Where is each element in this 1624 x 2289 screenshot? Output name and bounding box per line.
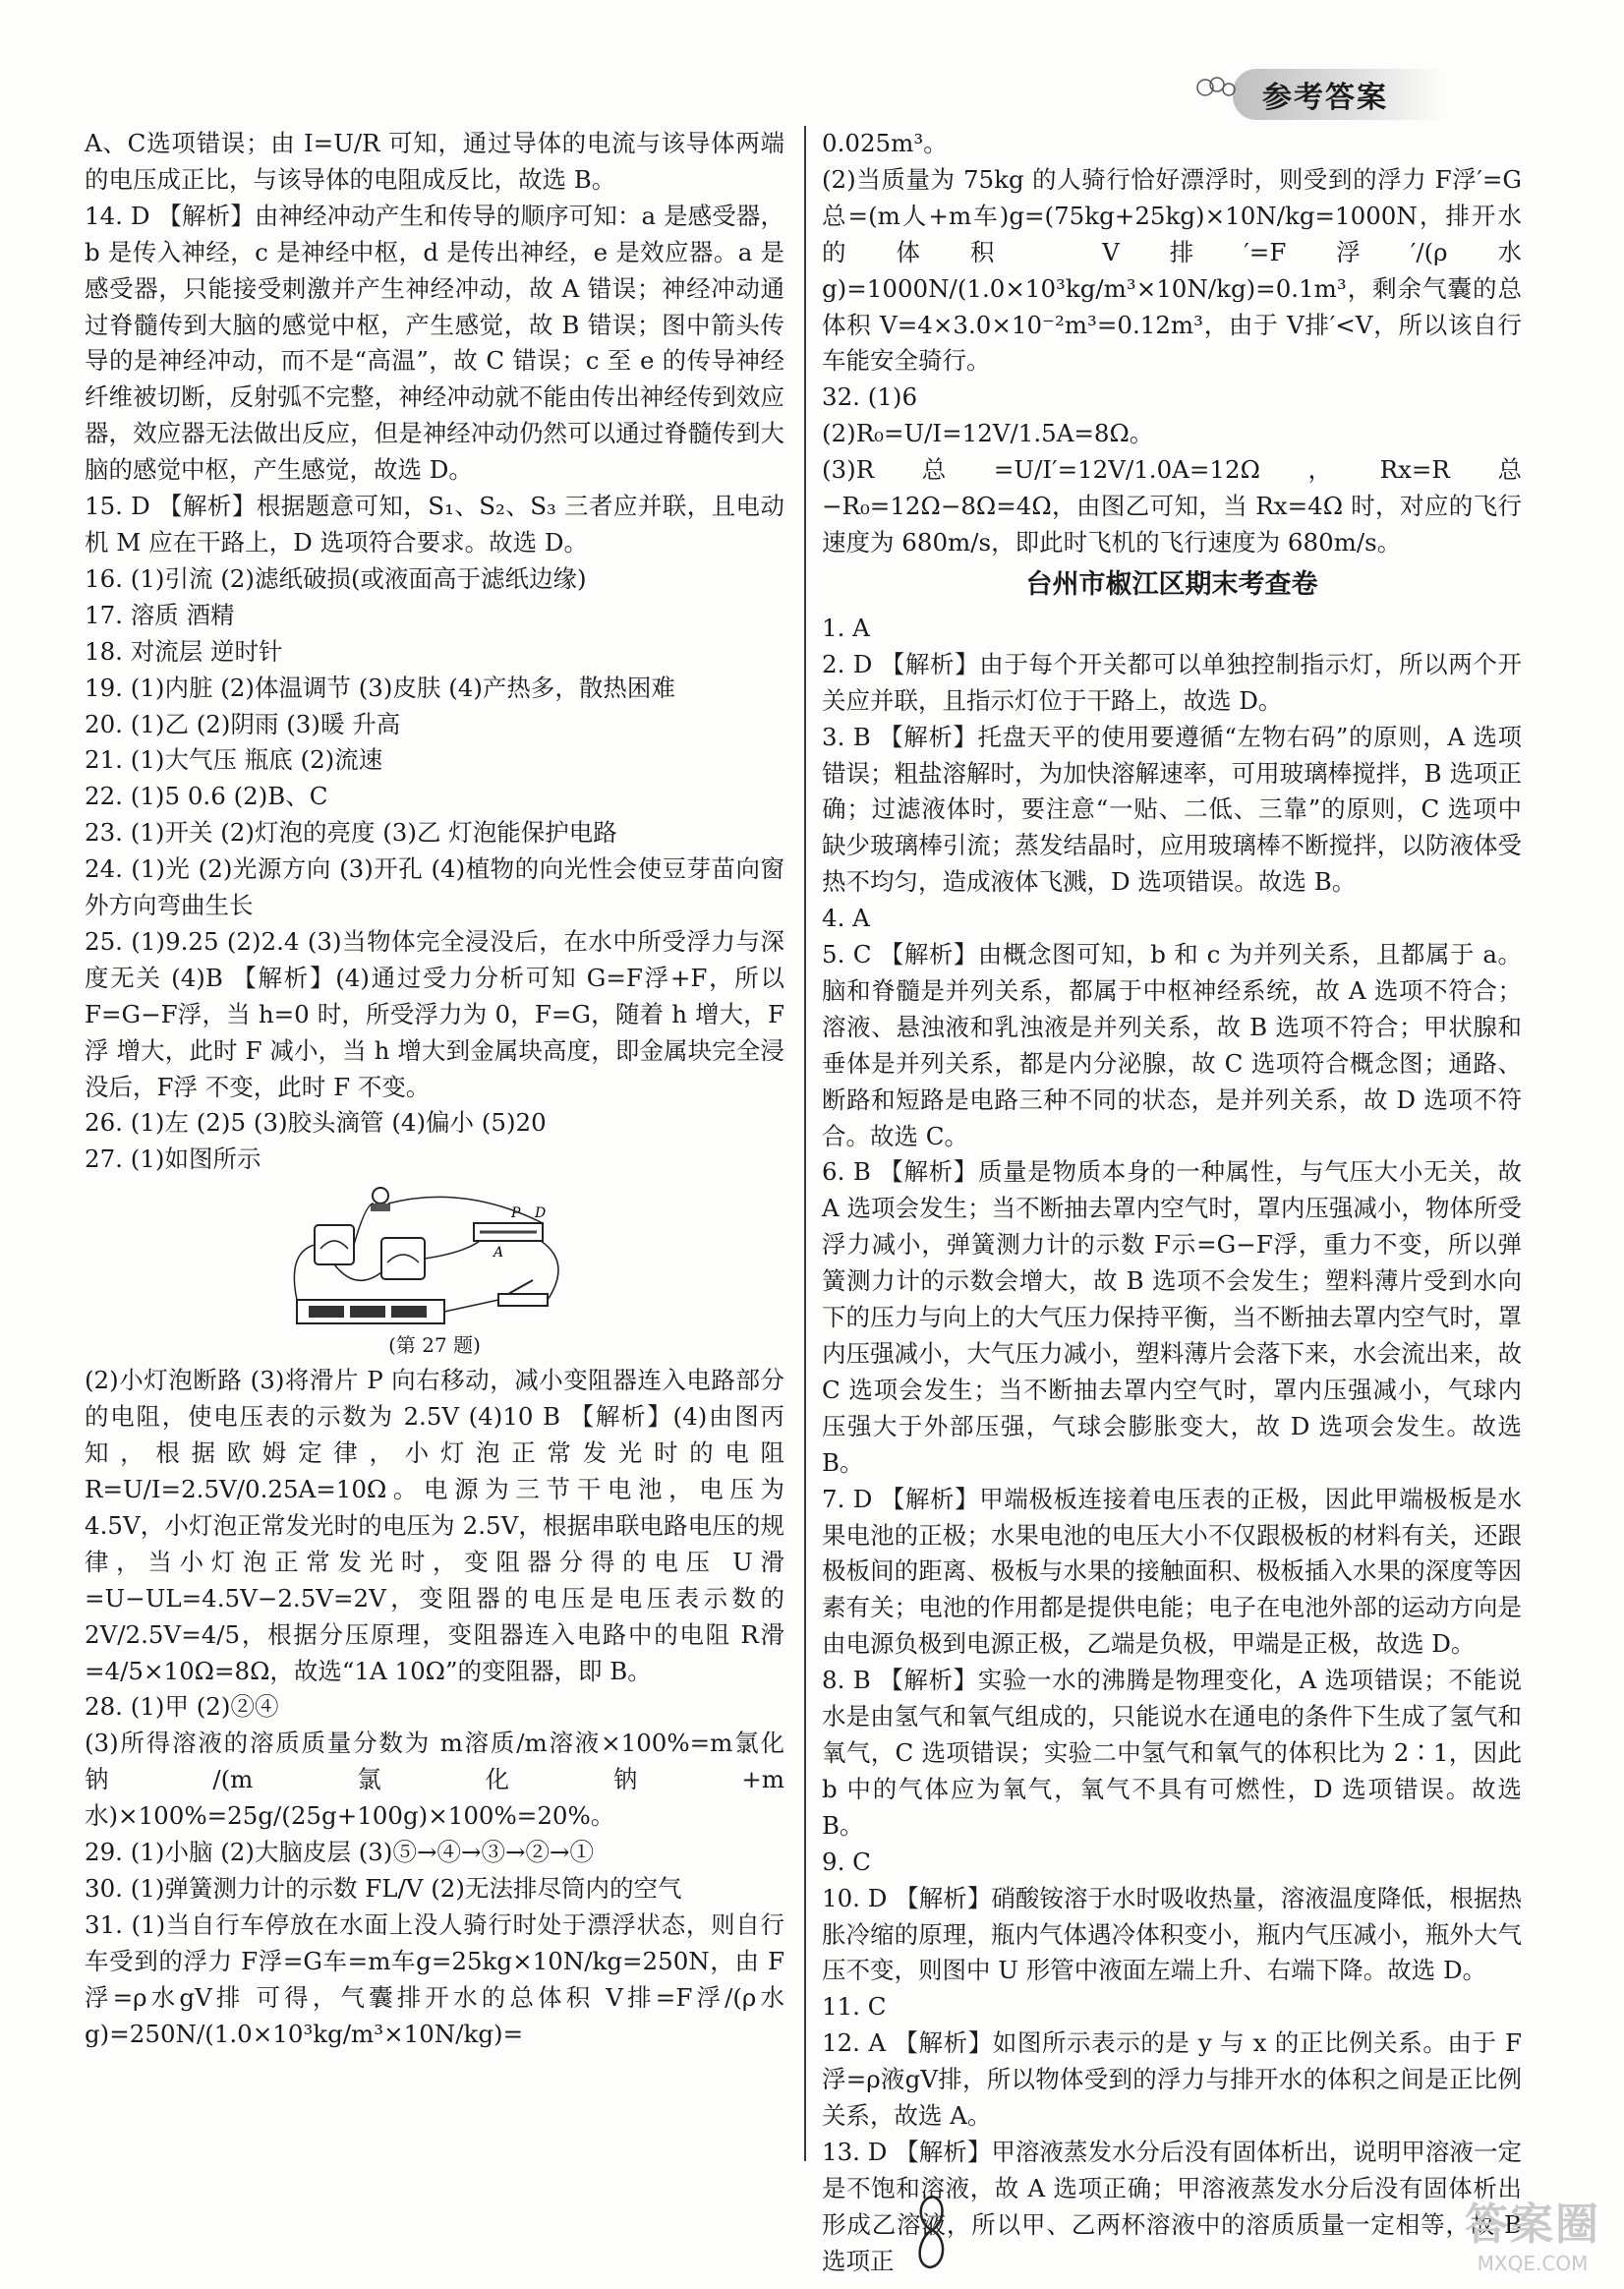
answer-paragraph: 27. (1)如图所示 (85, 1144, 261, 1174)
answer-paragraph: 13. D 【解析】甲溶液蒸发水分后没有固体析出，说明甲溶液一定是不饱和溶液，故 A 选项正确；甲溶液蒸发水分后没有固体析出形成乙溶液，所以甲、乙两杯溶液中的溶质质量一定相等，故 B 选项正 (822, 2137, 1522, 2275)
answer-paragraph: (2)小灯泡断路 (3)将滑片 P 向右移动，减小变阻器连入电路部分的电阻，使电压表的示数为 2.5V (4)10 B 【解析】(4)由图丙知，根据欧姆定律，小灯泡正常发光时的电阻 R=U/I=2.5V/0.25A=10Ω。电源为三节干电池，电压为 4.5V，小灯泡正常发光时的电压为 2.5V，根据串联电路电压的规律，当小灯泡正常发光时，变阻器分得的电压 U滑=U−UL=4.5V−2.5V=2V，变阻器的电压是电压表示数的 2V/2.5V=4/5，根据分压原理，变阻器连入电路中的电阻 R滑=4/5×10Ω=8Ω，故选“1A 10Ω”的变阻器，即 B。 (85, 1366, 784, 1685)
column-divider (804, 126, 806, 2161)
right-column (822, 126, 1522, 2280)
answer-paragraph: 1. A (822, 613, 870, 642)
answer-paragraph: 11. C (822, 1992, 887, 2022)
figure-caption: (第 27 题) (388, 1333, 481, 1358)
answer-paragraph: 16. (1)引流 (2)滤纸破损(或液面高于滤纸边缘) (85, 563, 587, 593)
right-paragraphs (822, 126, 1522, 561)
answer-paragraph: 22. (1)5 0.6 (2)B、C (85, 782, 328, 811)
header-title: 参考答案 (1233, 69, 1447, 120)
decorative-loops-icon (1193, 73, 1243, 102)
svg-text:A: A (493, 1245, 504, 1262)
answer-paragraph: 21. (1)大气压 瓶底 (2)流速 (85, 745, 383, 775)
watermark (1465, 2189, 1600, 2275)
answer-paragraph: 31. (1)当自行车停放在水面上没人骑行时处于漂浮状态，则自行车受到的浮力 F浮=G车=m车g=25kg×10N/kg=250N，由 F浮=ρ水gV排 可得，气囊排开水的总体积 V排=F浮/(ρ水g)=250N/(1.0×10³kg/m³×10N/kg)= (85, 1909, 784, 2048)
answer-paragraph: 9. C (822, 1847, 871, 1876)
watermark-url: MXQE.COM (1477, 2252, 1589, 2275)
answer-paragraph: 30. (1)弹簧测力计的示数 FL/V (2)无法排尽筒内的空气 (85, 1873, 682, 1903)
answer-paragraph: 26. (1)左 (2)5 (3)胶头滴管 (4)偏小 (5)20 (85, 1108, 547, 1138)
answer-paragraph: 10. D 【解析】硝酸铵溶于水时吸收热量，溶液温度降低，根据热胀冷缩的原理，瓶内气体遇冷体积变小，瓶内气压减小，瓶外大气压不变，则图中 U 形管中液面左端上升、右端下降。故选 D。 (822, 1883, 1522, 1985)
answer-paragraph: 14. D 【解析】由神经冲动产生和传导的顺序可知：a 是感受器，b 是传入神经，c 是神经中枢，d 是传出神经，e 是效应器。a 是感受器，只能接受刺激并产生神经冲动，故 A 错误；神经冲动通过脊髓传到大脑的感觉中枢，产生感觉，故 B 错误；图中箭头传导的是神经冲动，而不是“高温”，故 C 错误；c 至 e 的传导神经纤维被切断，反射弧不完整，神经冲动就不能由传出神经传到效应器，效应器无法做出反应，但是神经冲动仍然可以通过脊髓传到大脑的感觉中枢，产生感觉，故选 D。 (85, 201, 784, 485)
answer-paragraph: (2)当质量为 75kg 的人骑行恰好漂浮时，则受到的浮力 F浮′=G总=(m人+m车)g=(75kg+25kg)×10N/kg=1000N，排开水的体积 V排′=F浮′/(ρ水g)=1000N/(1.0×10³kg/m³×10N/kg)=0.1m³，剩余气囊的总体积 V=4×3.0×10⁻²m³=0.12m³，由于 V排′<V，所以该自行车能安全骑行。 (822, 164, 1522, 376)
answer-paragraph: 29. (1)小脑 (2)大脑皮层 (3)⑤→④→③→②→① (85, 1838, 595, 1867)
answer-paragraph: 4. A (822, 904, 870, 933)
left-paragraphs-after-figure (85, 1363, 784, 2052)
answer-paragraph: 7. D 【解析】甲端极板连接着电压表的正极，因此甲端极板是水果电池的正极；水果电池的电压大小不仅跟极板的材料有关，还跟极板间的距离、极板与水果的接触面积、极板插入水果的深度等因素有关；电池的作用都是提供电能；电子在电池外部的运动方向是由电源负极到电源正极，乙端是负极，甲端是正极，故选 D。 (822, 1484, 1522, 1659)
answer-paragraph: 25. (1)9.25 (2)2.4 (3)当物体完全浸没后，在水中所受浮力与深度无关 (4)B 【解析】(4)通过受力分析可知 G=F浮+F，所以 F=G−F浮，当 h=0 时，所受浮力为 0，F=G，随着 h 增大，F浮 增大，此时 F 减小，当 h 增大到金属块高度，即金属块完全浸没后，F浮 不变，此时 F 不变。 (85, 926, 784, 1101)
answer-paragraph: 18. 对流层 逆时针 (85, 636, 283, 666)
answer-paragraph: 28. (1)甲 (2)②④ (85, 1692, 279, 1722)
answer-paragraph: 32. (1)6 (822, 382, 918, 412)
handwritten-page-mark-icon (912, 2193, 952, 2271)
answer-paragraph: 24. (1)光 (2)光源方向 (3)开孔 (4)植物的向光性会使豆芽苗向窗外方向弯曲生长 (85, 854, 784, 920)
answer-paragraph: 6. B 【解析】质量是物质本身的一种属性，与气压大小无关，故 A 选项会发生；当不断抽去罩内空气时，罩内压强减小，物体所受浮力减小，弹簧测力计的示数 F示=G−F浮，重力不变，所以弹簧测力计的示数会增大，故 B 选项不会发生；塑料薄片受到水向下的压力与向上的大气压力保持平衡，当不断抽去罩内空气时，罩内压强减小，大气压力减小，塑料薄片会落下来，水会流出来，故 C 选项会发生；当不断抽去罩内空气时，罩内压强减小，气球内压强大于外部压强，气球会膨胀变大，故 D 选项会发生。故选 B。 (822, 1157, 1522, 1477)
answer-paragraph: 3. B 【解析】托盘天平的使用要遵循“左物右码”的原则，A 选项错误；粗盐溶解时，为加快溶解速率，可用玻璃棒搅拌，B 选项正确；过滤液体时，要注意“一贴、二低、三靠”的原则，C 选项中缺少玻璃棒引流；蒸发结晶时，应用玻璃棒不断搅拌，以防液体受热不均匀，造成液体飞溅，D 选项错误。故选 B。 (822, 722, 1522, 897)
answer-paragraph: 12. A 【解析】如图所示表示的是 y 与 x 的正比例关系。由于 F浮=ρ液gV排，所以物体受到的浮力与排开水的体积之间是正比例关系，故选 A。 (822, 2028, 1522, 2131)
header-badge (1233, 69, 1447, 120)
watermark-text: 答案圈 (1465, 2200, 1600, 2250)
answer-paragraph: 0.025m³。 (822, 129, 948, 157)
answer-paragraph: 23. (1)开关 (2)灯泡的亮度 (3)乙 灯泡能保护电路 (85, 818, 617, 848)
answer-paragraph: 8. B 【解析】实验一水的沸腾是物理变化，A 选项错误；不能说水是由氢气和氧气组成的，只能说水在通电的条件下生成了氢气和氧气，C 选项错误；实验二中氢气和氧气的体积比为 2∶1，因此 b 中的气体应为氧气，氧气不具有可燃性，D 选项错误。故选 B。 (822, 1666, 1522, 1840)
answer-paragraph: 20. (1)乙 (2)阴雨 (3)暖 升高 (85, 709, 401, 738)
answer-paragraph: 5. C 【解析】由概念图可知，b 和 c 为并列关系，且都属于 a。脑和脊髓是并列关系，都属于中枢神经系统，故 A 选项不符合；溶液、悬浊液和乳浊液是并列关系，故 B 选项不符合；甲状腺和垂体是并列关系，都是内分泌腺，故 C 选项符合概念图；通路、断路和短路是电路三种不同的状态，是并列关系，故 D 选项不符合。故选 C。 (822, 940, 1522, 1150)
answer-paragraph: 15. D 【解析】根据题意可知，S₁、S₂、S₃ 三者应并联，且电动机 M 应在干路上，D 选项符合要求。故选 D。 (85, 492, 784, 557)
section-title: 台州市椒江区期末考查卷 (1025, 568, 1318, 600)
answer-paragraph: A、C选项错误；由 I=U/R 可知，通过导体的电流与该导体两端的电压成正比，与该导体的电阻成反比，故选 B。 (85, 129, 784, 194)
figure-27 (85, 1184, 784, 1359)
answer-paragraph: (3)R总=U/I′=12V/1.0A=12Ω，Rx=R总−R₀=12Ω−8Ω=4Ω，由图乙可知，当 Rx=4Ω 时，对应的飞行速度为 680m/s，即此时飞机的飞行速度为 680m/s。 (822, 455, 1522, 557)
left-column (85, 126, 784, 2053)
answer-paragraph: 2. D 【解析】由于每个开关都可以单独控制指示灯，所以两个开关应并联，且指示灯位于干路上，故选 D。 (822, 649, 1522, 715)
answer-paragraph: (2)R₀=U/I=12V/1.5A=8Ω。 (822, 419, 1154, 448)
svg-text:P: P (511, 1205, 521, 1222)
left-paragraphs (85, 126, 784, 1178)
answer-paragraph: 17. 溶质 酒精 (85, 600, 235, 629)
svg-text:D: D (535, 1205, 547, 1222)
answer-paragraph: 19. (1)内脏 (2)体温调节 (3)皮肤 (4)产热多，散热困难 (85, 673, 675, 702)
circuit-diagram-icon (287, 1184, 582, 1331)
right-paragraphs-after-title (822, 611, 1522, 2280)
answer-paragraph: (3)所得溶液的溶质质量分数为 m溶质/m溶液×100%=m氯化钠/(m氯化钠+m水)×100%=25g/(25g+100g)×100%=20%。 (85, 1729, 784, 1831)
